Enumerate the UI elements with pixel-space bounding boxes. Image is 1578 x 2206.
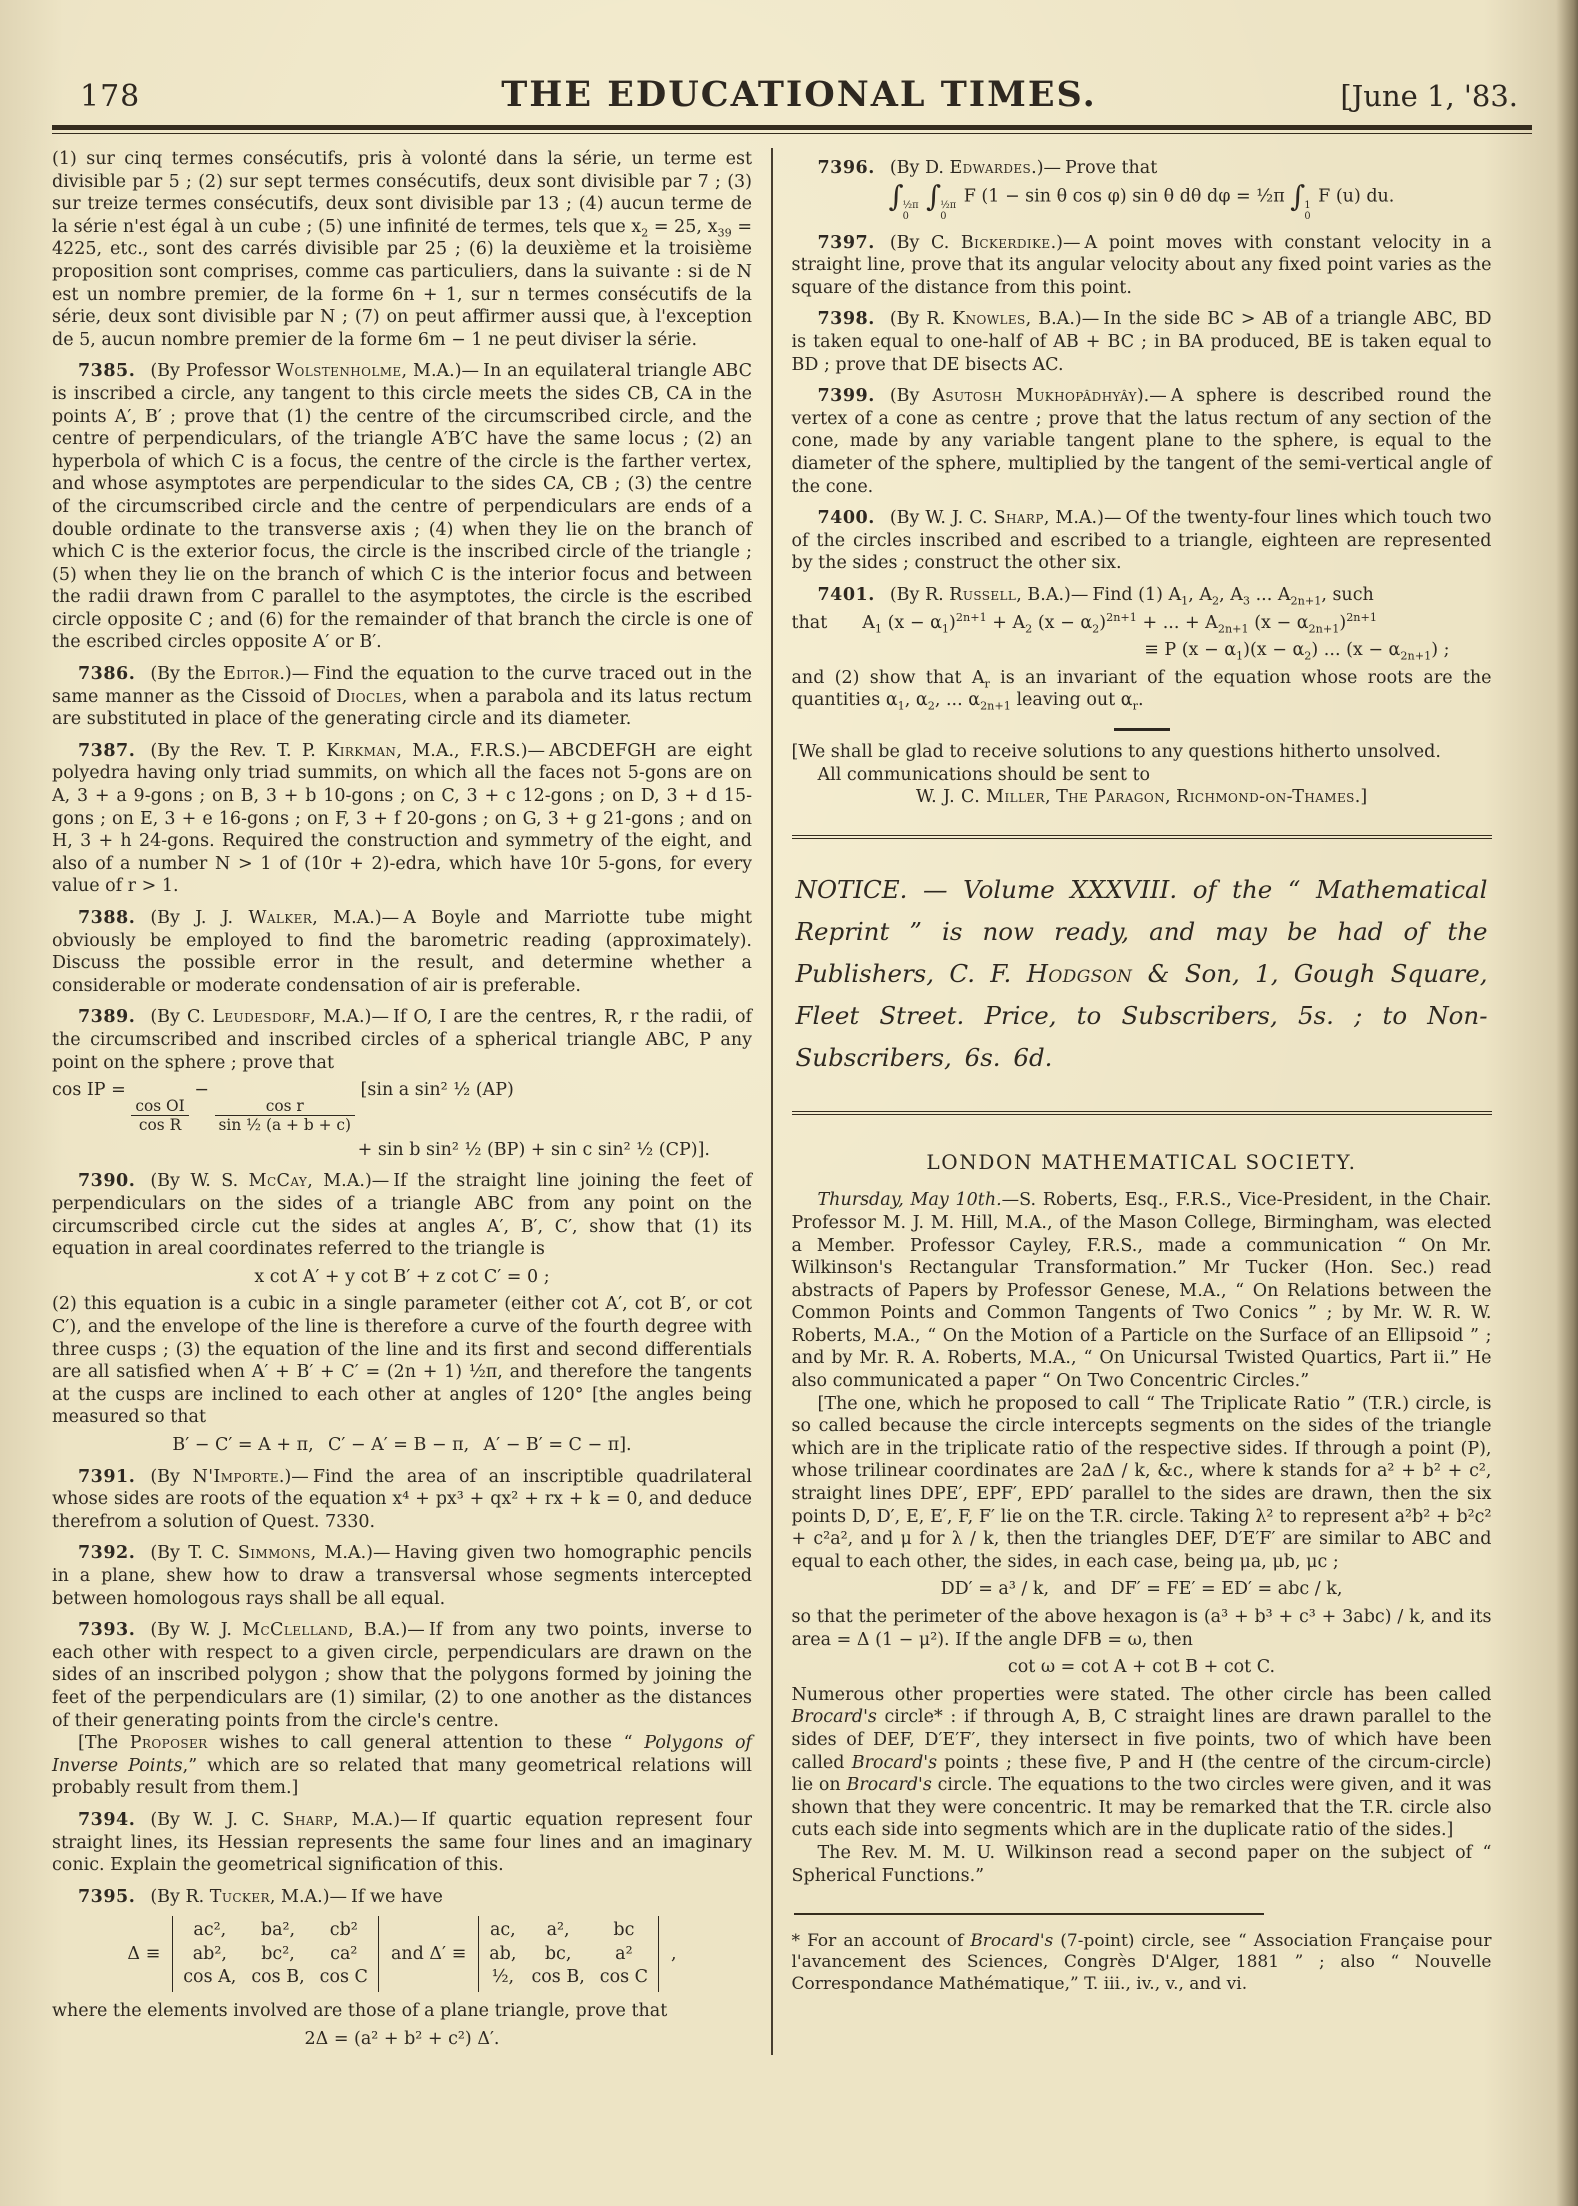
small-caps-name: McClelland	[242, 1620, 349, 1641]
problem-7389: 7389. (By C. Leudesdorf, M.A.)— If O, I are the centres, R, r the radii, of the circumscribed and inscribed circles of a spherical triangle ABC, P any point on the sphere ; prove that	[52, 1007, 752, 1073]
problem-attribution: (By D. Edwardes.)—	[889, 158, 1062, 178]
display-formula: ≡ P $(x - \alpha_1)(x - \alpha_2)$ ... $(x - \alpha_{2n+1})$ ;	[1144, 640, 1450, 663]
matrix-cell: ca²	[330, 1943, 358, 1964]
notice-text: NOTICE. — Volume XXXVIII. of the “ Mathematical Reprint ” is now ready, and may be had of the Publishers, C. F. Hodgson & Son, 1, Gough Square, Fleet Street. Price, to Subscribers, 5s. ; to Non-Subscribers, 6s. 6d.	[795, 874, 1488, 1072]
integral-sign: ∫	[888, 178, 904, 213]
problem-number: 7392.	[78, 1543, 136, 1564]
problem-7399: 7399. (By Asutosh Mukhopâdhyây).— A sphere is described round the vertex of a cone as centre ; prove that the latus rectum of any section of the cone, made by any variable tangent plane to the sphere, is equal to the diameter of the sphere, multiplied by the tangent of the semi-vertical angle of the cone.	[791, 386, 1492, 497]
problem-attribution: (By J. J. Walker, M.A.)—	[150, 908, 400, 928]
section-heading-lms: LONDON MATHEMATICAL SOCIETY.	[926, 1149, 1357, 1174]
problem-number: 7394.	[78, 1809, 136, 1830]
problem-number: 7401.	[817, 584, 875, 605]
problem-attribution: (By R. Knowles, B.A.)—	[889, 309, 1100, 330]
problem-number: 7387.	[78, 740, 136, 761]
display-formula: 2Δ = (a² + b² + c²) Δ′.	[304, 2028, 500, 2049]
display-formula: + sin b sin² ½ (BP) + sin c sin² ½ (CP)].	[357, 1139, 710, 1160]
right-column	[792, 148, 1492, 2055]
problem-attribution: (By Asutosh Mukhopâdhyây).—	[889, 386, 1167, 407]
problem-7397: 7397. (By C. Bickerdike.)— A point moves with constant velocity in a straight line, prove that its angular velocity about any fixed point varies as the square of the distance from this point.	[791, 232, 1492, 298]
small-caps-name: Edwardes	[949, 158, 1032, 178]
small-caps-name: Diocles	[336, 686, 402, 707]
matrix-cell: bc,	[544, 1943, 572, 1964]
matrix-cell: cos C	[599, 1967, 649, 1988]
display-formula: B′ − C′ = A + π, C′ − A′ = B − π, A′ − B′ = C − π].	[172, 1435, 632, 1456]
paragraph: All communications should be sent to	[817, 764, 1151, 785]
problem-continuation: where the elements involved are those of a plane triangle, prove that	[52, 2001, 668, 2022]
formula-label: and Δ′ ≡	[390, 1943, 467, 1964]
problem-attribution: (By C. Bickerdike.)—	[889, 232, 1081, 253]
problem-attribution: (By T. C. Simmons, M.A.)—	[150, 1543, 391, 1564]
matrix-cell: a²,	[546, 1920, 570, 1941]
notice-box	[792, 835, 1492, 1115]
small-caps-name: Proposer	[129, 1733, 208, 1754]
matrix-cell: bc	[613, 1920, 635, 1941]
problem-number: 7397.	[817, 232, 875, 253]
section-separator-rule	[1114, 728, 1170, 731]
problem-7398: 7398. (By R. Knowles, B.A.)— In the side BC > AB of a triangle ABC, BD is taken equal to one-half of AB + BC ; in BA produced, BE is taken equal to BD ; prove that DE bisects AC.	[791, 309, 1492, 375]
problem-7385: 7385. (By Professor Wolstenholme, M.A.)— In an equilateral triangle ABC is inscribed a circle, any tangent to this circle meets the sides CB, CA in the points A′, B′ ; prove that (1) the centre of the circumscribed circle, and the centre of perpendiculars, of the triangle A′B′C have the same locus ; (2) an hyperbola of which C is a focus, the centre of the circle is the farther vertex, and whose asymptotes are perpendicular to the sides CA, CB ; (3) the centre of the circumscribed circle and the centre of perpendiculars are ends of a double ordinate to the transverse axis ; (4) when they lie on the branch of which C is the exterior focus, the circle is the inscribed circle of the triangle ; (5) when they lie on the branch of which C is the interior focus and between the radii drawn from C parallel to the asymptotes, the circle is the escribed circle opposite C ; and (6) for the remainder of that branch the circle is one of the escribed circles opposite A′ or B′.	[52, 361, 753, 653]
problem-number: 7388.	[78, 908, 136, 928]
page-number: 178	[80, 79, 141, 114]
column-divider	[771, 148, 773, 2055]
left-column	[52, 148, 752, 2055]
matrix-cell: ab,	[489, 1943, 517, 1964]
problem-number: 7400.	[817, 508, 875, 529]
small-caps-name: Bickerdike	[960, 232, 1051, 253]
display-formula: cos IP = $\frac{\text{cos OI}}{\text{cos R}}$ − $\frac{\text{cos r}}{\text{sin ½ (a + b + c)}}$ [sin a sin² ½ (AP)	[52, 1080, 514, 1134]
fraction: $\frac{\text{cos r}}{\text{sin ½ (a + b + c)}}$	[215, 1097, 355, 1134]
integral-limits: 1 0	[1304, 200, 1311, 222]
problem-attribution: (By Professor Wolstenholme, M.A.)—	[150, 361, 480, 382]
problem-attribution: (By C. Leudesdorf, M.A.)—	[150, 1007, 389, 1028]
integral-sign: ∫	[926, 178, 942, 213]
formula-label: Δ ≡	[127, 1943, 161, 1964]
paragraph: so that the perimeter of the above hexagon is (a³ + b³ + c³ + 3abc) / k, and its area = Δ (1 − μ²). If the angle DFB = ω, then	[791, 1607, 1492, 1650]
small-caps-name: W. J. C. Miller	[915, 787, 1045, 808]
integral-sign: ∫	[1290, 178, 1306, 213]
small-caps-name: Wolstenholme	[276, 361, 402, 382]
matrix-cell: ab²,	[192, 1943, 227, 1964]
determinant-formula	[52, 1916, 752, 1992]
paragraph: W. J. C. Miller, The Paragon, Richmond-on-Thames.]	[915, 787, 1368, 808]
problem-continuation: and (2) show that $A_r$ is an invariant of the equation whose roots are the quantities $\alpha_1$, $\alpha_2$, ... $\alpha_{2n+1}$ leaving out $\alpha_r$.	[791, 667, 1492, 713]
small-caps-name: Kirkman	[326, 740, 397, 761]
problem-attribution: (By R. Tucker, M.A.)—	[150, 1886, 348, 1907]
determinant	[172, 1916, 379, 1992]
problem-attribution: (By W. J. C. Sharp, M.A.)—	[889, 508, 1122, 529]
small-caps-name: McCay	[248, 1171, 308, 1192]
paragraph: (1) sur cinq termes consécutifs, pris à volonté dans la série, un terme est divisible par 5 ; (2) sur sept termes consécutifs, deux sont divisible par 7 ; (3) sur treize termes consécutifs, deux sont divisible par 13 ; (4) aucun terme de la série n'est égal à un cube ; (5) une infinité de termes, tels que $x_2 = 25$, $x_{39} = 4225$, etc., sont des carrés divisible par 25 ; (6) la deuxième et la troisième proposition sont comprises, comme cas particuliers, dans la suivante : si de N est un nombre premier, de la forme 6n + 1, sur n termes consécutifs de la série, deux sont divisible par N ; (7) on peut affirmer aussi que, à l'exception de 5, aucun nombre premier de la forme 6m − 1 ne peut diviser la série.	[52, 149, 752, 350]
header-rule	[52, 125, 1532, 134]
problem-attribution: (By the Rev. T. P. Kirkman, M.A., F.R.S.)—	[150, 740, 546, 761]
problem-7390: 7390. (By W. S. McCay, M.A.)— If the straight line joining the feet of perpendiculars on the sides of a triangle ABC from any point on the circumscribed circle cut the sides at angles A′, B′, C′, show that (1) its equation in areal coordinates referred to the triangle is	[52, 1171, 752, 1260]
small-caps-name: Sharp	[282, 1809, 333, 1830]
determinant	[478, 1916, 659, 1992]
problem-7391: 7391. (By N'Importe.)— Find the area of an inscriptible quadrilateral whose sides are roots of the equation x⁴ + px³ + qx² + rx + k = 0, and deduce therefrom a solution of Quest. 7330.	[52, 1466, 752, 1532]
problem-number: 7393.	[78, 1620, 136, 1641]
small-caps-name: Richmond-on-Thames	[1176, 787, 1355, 808]
footnote	[792, 1913, 1492, 1995]
problem-7387: 7387. (By the Rev. T. P. Kirkman, M.A., F.R.S.)— ABCDEFGH are eight polyedra having only triad summits, on which all the faces not 5-gons are on A, 3 + a 9-gons ; on B, 3 + b 10-gons ; on C, 3 + c 12-gons ; on D, 3 + d 15-gons ; on E, 3 + e 16-gons ; on F, 3 + f 20-gons ; on G, 3 + g 21-gons ; and on H, 3 + h 24-gons. Required the construction and symmetry of the eight, and also of a number N > 1 of (10r + 2)-edra, which have 10r 5-gons, for every value of r > 1.	[52, 740, 752, 897]
matrix-cell: cb²	[329, 1920, 358, 1941]
integral-limits: ½π 0	[940, 200, 957, 222]
problem-attribution: (By W. J. C. Sharp, M.A.)—	[150, 1809, 418, 1830]
problem-7392: 7392. (By T. C. Simmons, M.A.)— Having given two homographic pencils in a plane, shew how to draw a transversal whose segments intercepted between homologous rays shall be all equal.	[52, 1543, 752, 1609]
small-caps-name: Asutosh Mukhopâdhyây	[932, 386, 1137, 407]
problem-attribution: (By W. S. McCay, M.A.)—	[150, 1171, 390, 1192]
small-caps-name: Editor	[222, 664, 280, 685]
small-caps-name: The Paragon	[1056, 787, 1166, 808]
small-caps-name: Knowles	[952, 309, 1026, 330]
problem-number: 7391.	[78, 1466, 136, 1487]
problem-7393: 7393. (By W. J. McClelland, B.A.)— If from any two points, inverse to each other with respect to a given circle, perpendiculars are drawn on the sides of an inscribed polygon ; show that the polygons formed by joining the feet of the perpendiculars are (1) similar, (2) to one another as the distances of their generating points from the circle's centre.	[52, 1620, 752, 1731]
issue-date: [June 1, '83.	[1340, 79, 1518, 113]
matrix-cell: ac,	[489, 1920, 516, 1941]
paragraph: The Rev. M. M. U. Wilkinson read a second paper on the subject of “ Spherical Functions.”	[791, 1842, 1492, 1886]
small-caps-name: Hodgson	[1026, 958, 1133, 988]
small-caps-name: Simmons	[237, 1543, 311, 1564]
problem-attribution: (By W. J. McClelland, B.A.)—	[150, 1620, 425, 1641]
small-caps-name: Leudesdorf	[212, 1007, 311, 1028]
problem-7386: 7386. (By the Editor.)— Find the equation to the curve traced out in the same manner as the Cissoid of Diocles, when a parabola and its latus rectum are substituted in place of the generating circle and its diameter.	[52, 664, 753, 730]
matrix-cell: ½,	[491, 1967, 515, 1988]
problem-attribution: (By the Editor.)—	[150, 664, 310, 685]
problem-number: 7390.	[78, 1171, 136, 1192]
matrix-cell: cos A,	[183, 1967, 237, 1988]
matrix-cell: ac²,	[193, 1920, 227, 1941]
footnote-rule	[794, 1913, 1264, 1914]
display-formula: ∫ ½π 0 ∫ ½π 0 F (1 − sin θ cos φ) sin θ dθ dφ = ½π ∫ 1 0 F (u) du.	[888, 178, 1395, 222]
small-caps-name: Walker	[248, 908, 313, 928]
problem-number: 7395.	[78, 1886, 136, 1907]
small-caps-name: N'Importe	[192, 1466, 279, 1487]
small-caps-name: Sharp	[993, 508, 1044, 529]
paragraph: [We shall be glad to receive solutions to any questions hitherto unsolved.	[791, 741, 1441, 762]
matrix-cell: cos B,	[531, 1967, 585, 1988]
paragraph: [The Proposer wishes to call general attention to these “ Polygons of Inverse Points,” which are so related that many geometrical relations will probably result from them.]	[52, 1733, 752, 1799]
matrix-cell: cos C	[319, 1967, 368, 1988]
problem-number: 7399.	[817, 386, 875, 407]
display-formula: that $A_1$ $(x - \alpha_1)^{2n+1} + A_2$ $(x - \alpha_2)^{2n+1}$ + ... + $A_{2n+1}$ $(x - \alpha_{2n+1})^{2n+1}$	[791, 610, 1378, 636]
problem-number: 7385.	[78, 361, 136, 382]
problem-7400: 7400. (By W. J. C. Sharp, M.A.)— Of the twenty-four lines which touch two of the circles inscribed and escribed to a triangle, eighteen are represented by the sides ; construct the other six.	[791, 508, 1492, 574]
problem-number: 7398.	[817, 309, 875, 330]
matrix-cell: a²	[615, 1943, 633, 1964]
paragraph: Numerous other properties were stated. The other circle has been called Brocard's circle* : if through A, B, C straight lines are drawn parallel to the sides of DEF, D′E′F′, they intersect in five points, two of which have been called Brocard's points ; these five, P and H (the centre of the circum-circle) lie on Brocard's circle. The equations to the two circles were given, and it was shown that they were concentric. It may be remarked that the T.R. circle also cuts each side into segments which are in the duplicate ratio of the sides.]	[791, 1684, 1492, 1841]
problem-7394: 7394. (By W. J. C. Sharp, M.A.)— If quartic equation represent four straight lines, its Hessian represents the same four lines and an imaginary conic. Explain the geometrical signification of this.	[52, 1809, 752, 1876]
small-caps-name: Russell	[949, 584, 1017, 605]
problem-continuation: (2) this equation is a cubic in a single parameter (either cot A′, cot B′, or cot C′), and the envelope of the line is therefore a curve of the fourth degree with three cusps ; (3) the equation of the line and its first and second differentials are all satisfied when A′ + B′ + C′ = (2n + 1) ½π, and therefore the tangents at the cusps are inclined to each other at angles of 120° [the angles being measured so that	[52, 1294, 752, 1428]
problem-number: 7389.	[78, 1007, 136, 1028]
paragraph: [The one, which he proposed to call “ The Triplicate Ratio ” (T.R.) circle, is so called because the circle intercepts segments on the sides of the triangle which are in the triplicate ratio of the respective sides. If through a point (P), whose trilinear coordinates are 2aΔ / k, &c., where k stands for a² + b² + c², straight lines DPE′, EPF′, EPD′ parallel to the sides are drawn, then the six points D, D′, E, E′, F, F′ lie on the T.R. circle. Taking λ² to represent a²b² + b²c² + c²a², and μ for λ / k, then the triangles DEF, D′E′F′ are similar to ABC and equal to each other, the sides, in each case, being μa, μb, μc ;	[791, 1393, 1492, 1572]
problem-7395: 7395. (By R. Tucker, M.A.)— If we have	[78, 1886, 443, 1907]
paragraph: Thursday, May 10th.—S. Roberts, Esq., F.R.S., Vice-President, in the Chair. Professor M. J. M. Hill, M.A., of the Mason College, Birmingham, was elected a Member. Professor Cayley, F.R.S., made a communication “ On Mr. Wilkinson's Rectangular Transformation.” Mr Tucker (Hon. Sec.) read abstracts of Papers by Professor Genese, M.A., “ On Relations between the Common Points and Common Tangents of Two Conics ” ; by Mr. W. R. W. Roberts, M.A., “ On the Motion of a Particle on the Surface of an Ellipsoid ” ; and by Mr. R. A. Roberts, M.A., “ On Unicursal Twisted Quartics, Part ii.” He also communicated a paper “ On Two Concentric Circles.”	[791, 1190, 1492, 1392]
footnote-text: * For an account of Brocard's (7-point) circle, see “ Association Française pour l'avancement des Sciences, Congrès D'Alger, 1881 ” ; also “ Nouvelle Correspondance Mathématique,” T. iii., iv., v., and vi.	[791, 1930, 1492, 1994]
matrix-cell: cos B,	[251, 1967, 305, 1988]
matrix-cell: ba²,	[260, 1920, 296, 1941]
page-title: THE EDUCATIONAL TIMES.	[501, 74, 1097, 115]
page-header	[52, 46, 1532, 121]
small-caps-name: Tucker	[209, 1886, 270, 1907]
integral-limits: ½π 0	[902, 200, 919, 222]
problem-7388: 7388. (By J. J. Walker, M.A.)— A Boyle and Marriotte tube might obviously be employed to find the barometric reading (approximately). Discuss the possible error in the result, and determine whether a considerable or moderate condensation of air is preferable.	[52, 908, 753, 996]
column-layout	[52, 134, 1532, 2055]
problem-7396: 7396. (By D. Edwardes.)— Prove that	[817, 158, 1158, 178]
problem-attribution: (By N'Importe.)—	[150, 1466, 309, 1487]
display-formula: cot ω = cot A + cot B + cot C.	[1007, 1657, 1276, 1678]
problem-7401: 7401. (By R. Russell, B.A.)— Find (1) $A_1$, $A_2$, $A_3$ ... $A_{2n+1}$, such	[817, 584, 1374, 608]
problem-attribution: (By R. Russell, B.A.)—	[889, 584, 1089, 605]
problem-number: 7386.	[78, 664, 136, 685]
matrix-cell: bc²,	[261, 1943, 295, 1964]
formula-punctuation: ,	[671, 1943, 677, 1964]
display-formula: x cot A′ + y cot B′ + z cot C′ = 0 ;	[254, 1266, 550, 1287]
display-formula: DD′ = a³ / k, and DF′ = FE′ = ED′ = abc / k,	[940, 1579, 1343, 1600]
problem-number: 7396.	[817, 158, 875, 178]
fraction: $\frac{\text{cos OI}}{\text{cos R}}$	[131, 1097, 188, 1134]
